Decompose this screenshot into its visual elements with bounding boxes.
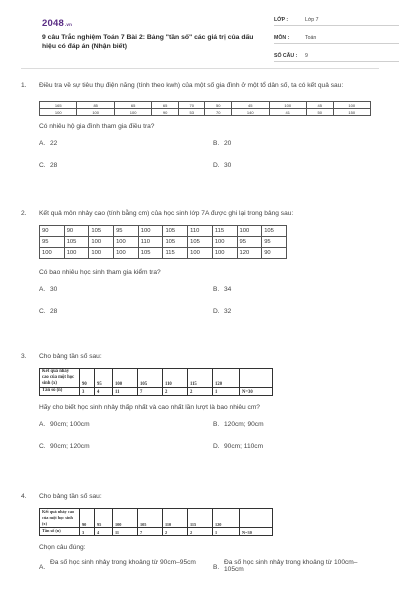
table-cell: 100 — [89, 237, 114, 248]
table-cell: Tần số (n) — [40, 528, 80, 536]
table-cell: 100 — [269, 102, 306, 109]
question-number: 2. — [21, 210, 27, 217]
question-prompt: Chọn câu đúng: — [39, 544, 86, 551]
meta-class-row — [274, 14, 399, 26]
table-cell: 150 — [333, 109, 370, 116]
table-cell: 70 — [205, 109, 232, 116]
table-cell: 100 — [113, 509, 138, 528]
question-prompt: Hãy cho biết học sinh nhảy thấp nhất và cao nhất lần lượt là bao nhiêu cm? — [39, 404, 260, 411]
option-c[interactable]: C. 28 — [39, 162, 58, 169]
option-b[interactable]: B. 120cm; 90cm — [213, 421, 264, 428]
table-cell: 95 — [95, 369, 113, 388]
table-cell: 45 — [232, 102, 269, 109]
question-number: 4. — [21, 493, 27, 500]
question-text: Cho bảng tần số sau: — [39, 353, 102, 360]
table-cell: 65 — [114, 102, 151, 109]
table-cell: N=30 — [240, 528, 273, 536]
question-text: Kết quả môn nhảy cao (tính bằng cm) của học sinh lớp 7A được ghi lại trong bảng sau: — [39, 210, 294, 217]
table-cell: 165 — [40, 102, 77, 109]
table-cell: 105 — [163, 226, 188, 237]
table-cell: 7 — [138, 388, 163, 396]
table-cell: 45 — [306, 102, 333, 109]
table-cell: 100 — [138, 226, 163, 237]
table-cell: 53 — [178, 109, 205, 116]
table-cell: 95 — [114, 226, 139, 237]
table-cell: 105 — [138, 369, 163, 388]
table-row — [40, 237, 287, 248]
table-cell: 120 — [237, 248, 262, 259]
table-cell: 100 — [77, 109, 114, 116]
question-number: 1. — [21, 82, 27, 89]
table-cell: 100 — [40, 248, 65, 259]
table-cell: 4 — [95, 388, 113, 396]
question-4 — [21, 492, 379, 583]
table-cell: 90 — [152, 109, 179, 116]
table-cell: 95 — [40, 237, 65, 248]
document-header — [21, 0, 379, 68]
frequency-table — [39, 508, 273, 536]
answer-options — [39, 559, 379, 583]
table-cell — [240, 509, 273, 528]
option-c[interactable]: C. 90cm; 120cm — [39, 443, 90, 450]
table-cell: 100 — [212, 248, 237, 259]
option-d[interactable]: D. 32 — [213, 308, 232, 315]
table-cell: Tần số (n) — [40, 388, 80, 396]
table-cell: 115 — [163, 248, 188, 259]
table-cell: 105 — [138, 509, 163, 528]
table-cell: 100 — [114, 248, 139, 259]
table-cell: 1 — [213, 388, 240, 396]
table-row — [40, 226, 287, 237]
option-a[interactable]: A. 30 — [39, 286, 58, 293]
question-1 — [21, 81, 379, 184]
question-2 — [21, 209, 379, 330]
table-cell: 105 — [262, 226, 287, 237]
table-cell: 100 — [114, 237, 139, 248]
meta-value: Lớp 7 — [305, 16, 319, 23]
table-cell: 105 — [89, 226, 114, 237]
table-cell: 65 — [152, 102, 179, 109]
answer-options — [39, 286, 379, 330]
table-cell: 100 — [64, 248, 89, 259]
option-c[interactable]: C. 28 — [39, 308, 58, 315]
question-prompt: Có nhiêu hộ gia đình tham gia điều tra? — [39, 123, 155, 130]
option-b[interactable]: B. 20 — [213, 140, 232, 147]
table-cell: 7 — [138, 528, 163, 536]
table-cell: 70 — [178, 102, 205, 109]
table-cell: Kết quả nhảy cao của một học sinh (x) — [40, 369, 80, 388]
table-cell: 3 — [80, 388, 95, 396]
table-cell: 105 — [188, 237, 213, 248]
table-cell: 2 — [188, 388, 213, 396]
frequency-table — [39, 368, 273, 396]
table-cell: 105 — [138, 248, 163, 259]
table-cell: 140 — [232, 109, 269, 116]
table-cell: 2 — [163, 388, 188, 396]
table-cell: 110 — [163, 369, 188, 388]
question-prompt: Có bao nhiêu học sinh tham gia kiểm tra? — [39, 269, 161, 276]
question-text: Điều tra về sự tiêu thụ điện năng (tính theo kwh) của một số gia đình ở một tổ dân số, ta có kết quả sau: — [39, 82, 344, 89]
option-a[interactable]: A. Đa số học sinh nhảy trong khoảng từ 90cm–95cm — [39, 559, 196, 571]
answer-options — [39, 421, 379, 465]
question-3 — [21, 352, 379, 465]
question-number: 3. — [21, 353, 27, 360]
option-a[interactable]: A. 90cm; 100cm — [39, 421, 90, 428]
table-cell: 90 — [40, 226, 65, 237]
table-cell: 100 — [333, 102, 370, 109]
table-row — [40, 102, 371, 109]
question-text: Cho bảng tần số sau: — [39, 493, 102, 500]
table-cell: 90 — [262, 248, 287, 259]
table-row — [40, 109, 371, 116]
table-cell: 115 — [188, 369, 213, 388]
table-cell: 95 — [262, 237, 287, 248]
table-cell: 110 — [138, 237, 163, 248]
table-cell — [240, 369, 273, 388]
table-row — [40, 248, 287, 259]
meta-label: LỚP : — [274, 16, 289, 23]
table-cell: 120 — [213, 509, 240, 528]
data-table — [39, 225, 287, 259]
document-meta — [274, 14, 399, 68]
meta-label: MÔN : — [274, 34, 290, 41]
table-cell: 100 — [40, 109, 77, 116]
table-cell: 90 — [80, 369, 95, 388]
option-d[interactable]: D. 90cm; 110cm — [213, 443, 264, 450]
table-cell: 11 — [113, 528, 138, 536]
table-cell: 41 — [269, 109, 306, 116]
site-logo[interactable]: 2048.vn — [42, 18, 73, 29]
data-table — [39, 101, 371, 116]
table-cell: 4 — [95, 528, 113, 536]
table-cell: 2 — [188, 528, 213, 536]
table-row — [40, 528, 273, 536]
table-cell: 50 — [205, 102, 232, 109]
table-cell: 95 — [95, 509, 113, 528]
table-cell: Kết quả nhảy cao của một học sinh (x) — [40, 509, 80, 528]
page-title: 9 câu Trắc nghiệm Toán 7 Bài 2: Bảng "tần số" các giá trị của dấu hiệu có đáp án (Nhận biết) — [42, 34, 254, 50]
table-cell: 100 — [212, 237, 237, 248]
table-row — [40, 509, 273, 528]
header-divider — [21, 68, 379, 69]
table-cell: N=30 — [240, 388, 273, 396]
table-cell: 50 — [306, 109, 333, 116]
option-b[interactable]: B. 34 — [213, 286, 232, 293]
table-cell: 115 — [212, 226, 237, 237]
meta-label: SỐ CÂU : — [274, 52, 298, 59]
table-cell: 90 — [80, 509, 95, 528]
meta-subject-row — [274, 32, 399, 44]
table-cell: 110 — [188, 226, 213, 237]
table-cell: 11 — [113, 388, 138, 396]
table-cell: 85 — [77, 102, 114, 109]
table-cell: 115 — [188, 509, 213, 528]
table-cell: 1 — [213, 528, 240, 536]
table-cell: 120 — [213, 369, 240, 388]
table-cell: 110 — [163, 509, 188, 528]
answer-options — [39, 140, 379, 184]
table-cell: 100 — [89, 248, 114, 259]
table-cell: 100 — [188, 248, 213, 259]
table-row — [40, 369, 273, 388]
meta-value: 9 — [305, 52, 308, 59]
table-cell: 95 — [237, 237, 262, 248]
table-cell: 100 — [237, 226, 262, 237]
meta-count-row — [274, 50, 399, 62]
meta-value: Toán — [305, 34, 317, 41]
option-a[interactable]: A. 22 — [39, 140, 58, 147]
table-cell: 105 — [163, 237, 188, 248]
table-cell: 90 — [64, 226, 89, 237]
table-cell: 2 — [163, 528, 188, 536]
table-cell: 100 — [113, 369, 138, 388]
option-b[interactable]: B. Đa số học sinh nhảy trong khoảng từ 100cm–105cm — [213, 559, 358, 573]
option-d[interactable]: D. 30 — [213, 162, 232, 169]
table-row — [40, 388, 273, 396]
table-cell: 105 — [64, 237, 89, 248]
table-cell: 3 — [80, 528, 95, 536]
table-cell: 100 — [114, 109, 151, 116]
